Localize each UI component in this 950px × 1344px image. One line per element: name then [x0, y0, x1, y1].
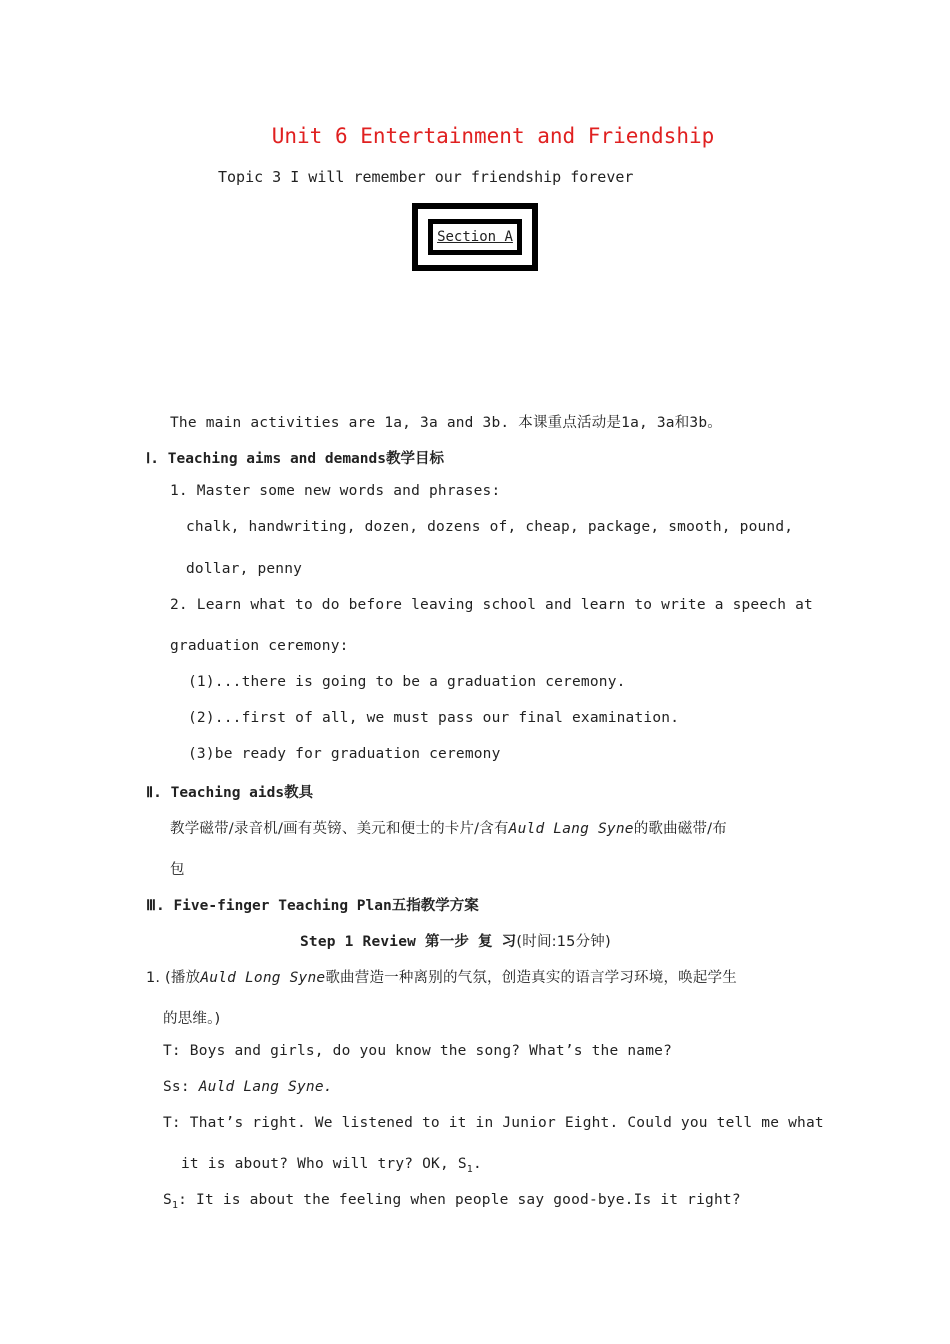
d2-song-title: Auld Lang Syne.: [198, 1079, 333, 1095]
dialogue-line-4: [163, 1192, 741, 1211]
teaching-aids-line-1: [170, 817, 727, 838]
document-title: Unit 6 Entertainment and Friendship: [271, 124, 715, 148]
p1-text-b: 歌曲营造一种离别的气氛，创造真实的语言学习环境，唤起学生: [325, 970, 737, 986]
step-1-heading: [300, 930, 611, 951]
step-1-label: Step 1 Review 第一步 复 习: [300, 934, 517, 950]
vocabulary-line-1: chalk, handwriting, dozen, dozens of, cheap, package, smooth, pound,: [186, 519, 794, 535]
d3-subscript: 1: [466, 1163, 473, 1175]
heading-teaching-aids: Ⅱ. Teaching aids教具: [146, 785, 314, 801]
vocabulary-line-2: dollar, penny: [186, 561, 303, 577]
p1-text-a: 1. (播放: [146, 970, 201, 986]
d3-text: it is about? Who will try? OK, S: [181, 1156, 467, 1172]
aids-text-b: 的歌曲磁带/布: [633, 821, 727, 837]
section-label: Section A: [437, 229, 513, 245]
step-1-time: (时间:15分钟): [516, 934, 611, 950]
main-activities: The main activities are 1a, 3a and 3b. 本课重点活动是1a, 3a和3b。: [170, 415, 722, 431]
d4-text: : It is about the feeling when people say good-bye.Is it right?: [178, 1192, 741, 1208]
d2-speaker: Ss:: [163, 1079, 199, 1095]
dialogue-line-1: T: Boys and girls, do you know the song? What’s the name?: [163, 1043, 672, 1059]
section-label-inner: [428, 219, 522, 255]
aims-item-2-line-2: graduation ceremony:: [170, 638, 349, 654]
d3-end: .: [473, 1156, 482, 1172]
step-1-paragraph-line-2: 的思维。): [163, 1011, 221, 1027]
heading-five-finger-plan: Ⅲ. Five-finger Teaching Plan五指教学方案: [146, 898, 479, 914]
heading-teaching-aims: Ⅰ. Teaching aims and demands教学目标: [146, 451, 444, 467]
step-1-paragraph-line-1: [146, 966, 737, 987]
p1-song-title: Auld Long Syne: [200, 970, 326, 986]
aids-song-title: Auld Lang Syne: [508, 821, 634, 837]
aids-text-a: 教学磁带/录音机/画有英镑、美元和便士的卡片/含有: [170, 821, 509, 837]
aims-subitem-2: (2)...first of all, we must pass our final examination.: [188, 710, 680, 726]
aims-item-1: 1. Master some new words and phrases:: [170, 483, 501, 499]
dialogue-line-3b: [181, 1156, 482, 1175]
aims-subitem-3: (3)be ready for graduation ceremony: [188, 746, 501, 762]
dialogue-line-3a: T: That’s right. We listened to it in Junior Eight. Could you tell me what: [163, 1115, 824, 1131]
d4-speaker: S: [163, 1192, 172, 1208]
section-label-frame: [412, 203, 538, 271]
aims-subitem-1: (1)...there is going to be a graduation ceremony.: [188, 674, 626, 690]
d4-subscript: 1: [171, 1199, 179, 1211]
teaching-aids-line-2: 包: [170, 862, 185, 878]
aims-item-2-line-1: 2. Learn what to do before leaving school and learn to write a speech at: [170, 597, 813, 613]
dialogue-line-2: [163, 1079, 333, 1095]
topic-subtitle: Topic 3 I will remember our friendship forever: [218, 168, 634, 186]
